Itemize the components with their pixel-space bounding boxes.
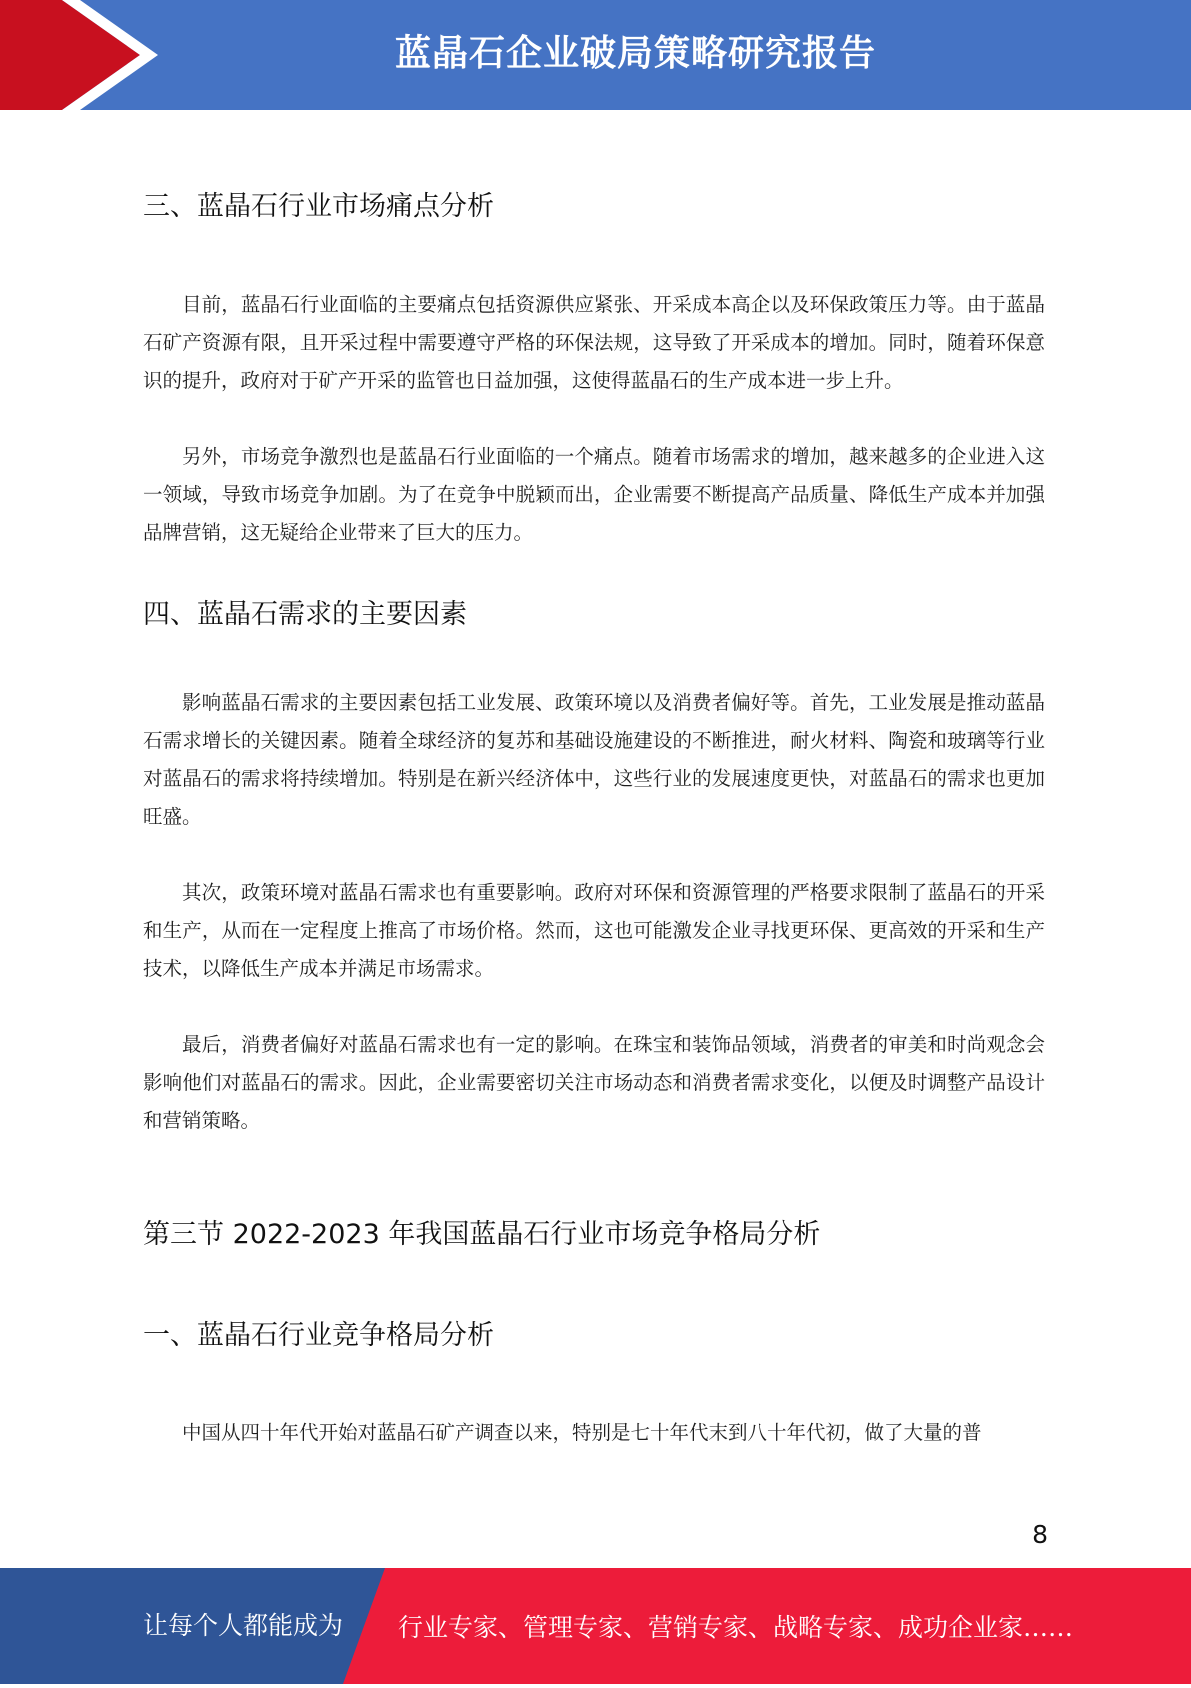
paragraph: 其次，政策环境对蓝晶石需求也有重要影响。政府对环保和资源管理的严格要求限制了蓝晶石的开采和生产，从而在一定程度上推高了市场价格。然而，这也可能激发企业寻找更环保、更高效的开采和生产技术，以降低生产成本并满足市场需求。 bbox=[143, 881, 1045, 980]
paragraph: 最后，消费者偏好对蓝晶石需求也有一定的影响。在珠宝和装饰品领域，消费者的审美和时尚观念会影响他们对蓝晶石的需求。因此，企业需要密切关注市场动态和消费者需求变化，以便及时调整产品设计和营销策略。 bbox=[143, 1033, 1045, 1132]
page-number: 8 bbox=[1032, 1520, 1048, 1549]
chapter-heading: 第三节 2022-2023 年我国蓝晶石行业市场竞争格局分析 bbox=[143, 1219, 821, 1250]
header-banner bbox=[0, 0, 1191, 110]
section-heading-demand-factors: 四、蓝晶石需求的主要因素 bbox=[143, 599, 467, 630]
paragraph: 目前，蓝晶石行业面临的主要痛点包括资源供应紧张、开采成本高企以及环保政策压力等。由于蓝晶石矿产资源有限，且开采过程中需要遵守严格的环保法规，这导致了开采成本的增加。同时，随着环保意识的提升，政府对于矿产开采的监管也日益加强，这使得蓝晶石的生产成本进一步上升。 bbox=[143, 293, 1045, 392]
document-body bbox=[143, 160, 1045, 1452]
section-heading-pain-points: 三、蓝晶石行业市场痛点分析 bbox=[143, 191, 494, 222]
footer-slogan-roles: 行业专家、管理专家、营销专家、战略专家、成功企业家…… bbox=[398, 1613, 1074, 1642]
paragraph: 中国从四十年代开始对蓝晶石矿产调查以来，特别是七十年代末到八十年代初，做了大量的普 bbox=[182, 1421, 982, 1444]
paragraph: 影响蓝晶石需求的主要因素包括工业发展、政策环境以及消费者偏好等。首先，工业发展是推动蓝晶石需求增长的关键因素。随着全球经济的复苏和基础设施建设的不断推进，耐火材料、陶瓷和玻璃等行业对蓝晶石的需求将持续增加。特别是在新兴经济体中，这些行业的发展速度更快，对蓝晶石的需求也更加旺盛。 bbox=[143, 691, 1045, 828]
footer-slogan-lead: 让每个人都能成为 bbox=[143, 1611, 344, 1640]
footer-banner bbox=[0, 1568, 1191, 1684]
document-title: 蓝晶石企业破局策略研究报告 bbox=[394, 33, 876, 74]
section-heading-competition: 一、蓝晶石行业竞争格局分析 bbox=[143, 1320, 494, 1351]
paragraph: 另外，市场竞争激烈也是蓝晶石行业面临的一个痛点。随着市场需求的增加，越来越多的企业进入这一领域，导致市场竞争加剧。为了在竞争中脱颖而出，企业需要不断提高产品质量、降低生产成本并加强品牌营销，这无疑给企业带来了巨大的压力。 bbox=[143, 445, 1045, 544]
